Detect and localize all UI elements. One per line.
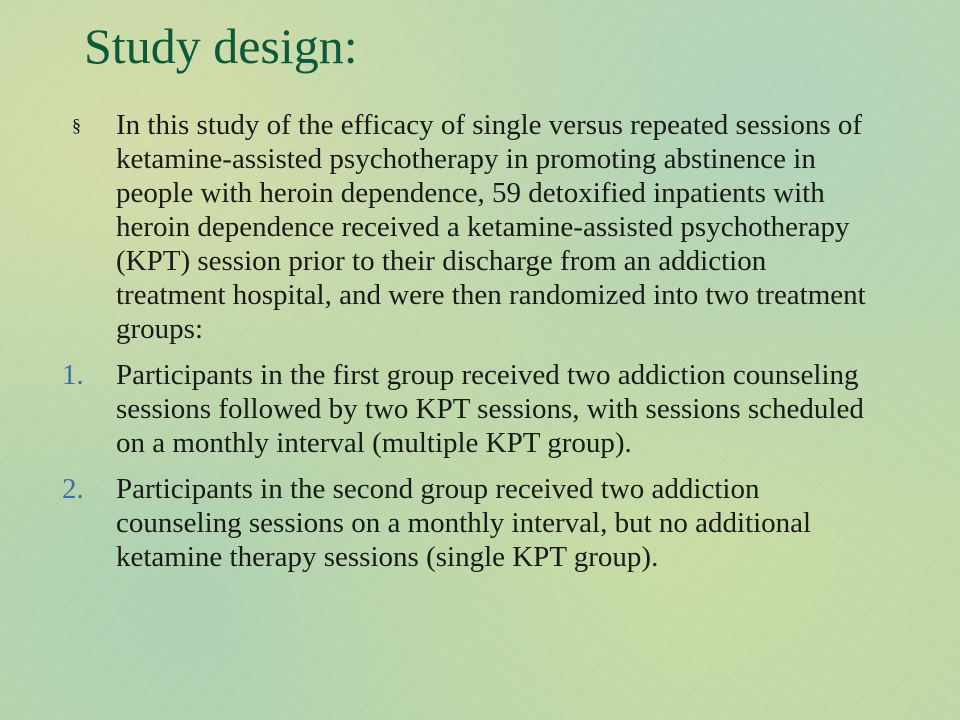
slide-content [62,108,882,574]
numbered-item-2 [62,472,882,574]
bullet-item-intro [62,108,882,346]
numbered-text: Participants in the second group received two addiction counseling sessions on a monthly interval, but no additional ketamine therapy sessions (single KPT group). [116,473,812,573]
bullet-marker: § [72,115,81,135]
numbered-item-1 [62,358,882,460]
number-marker: 1. [62,359,84,391]
bullet-text: In this study of the efficacy of single versus repeated sessions of ketamine-assisted psychotherapy in promoting abstinence in people with heroin dependence, 59 detoxified inpatients with heroin dependence received a ketamine-assisted psychotherapy (KPT) session prior to their discharge from an addiction treatment hospital, and were then randomized into two treatment groups: [116,109,866,345]
number-marker: 2. [62,473,84,505]
numbered-text: Participants in the first group received two addiction counseling sessions followed by two KPT sessions, with sessions scheduled on a monthly interval (multiple KPT group). [116,359,864,459]
slide-title: Study design: [84,18,358,74]
